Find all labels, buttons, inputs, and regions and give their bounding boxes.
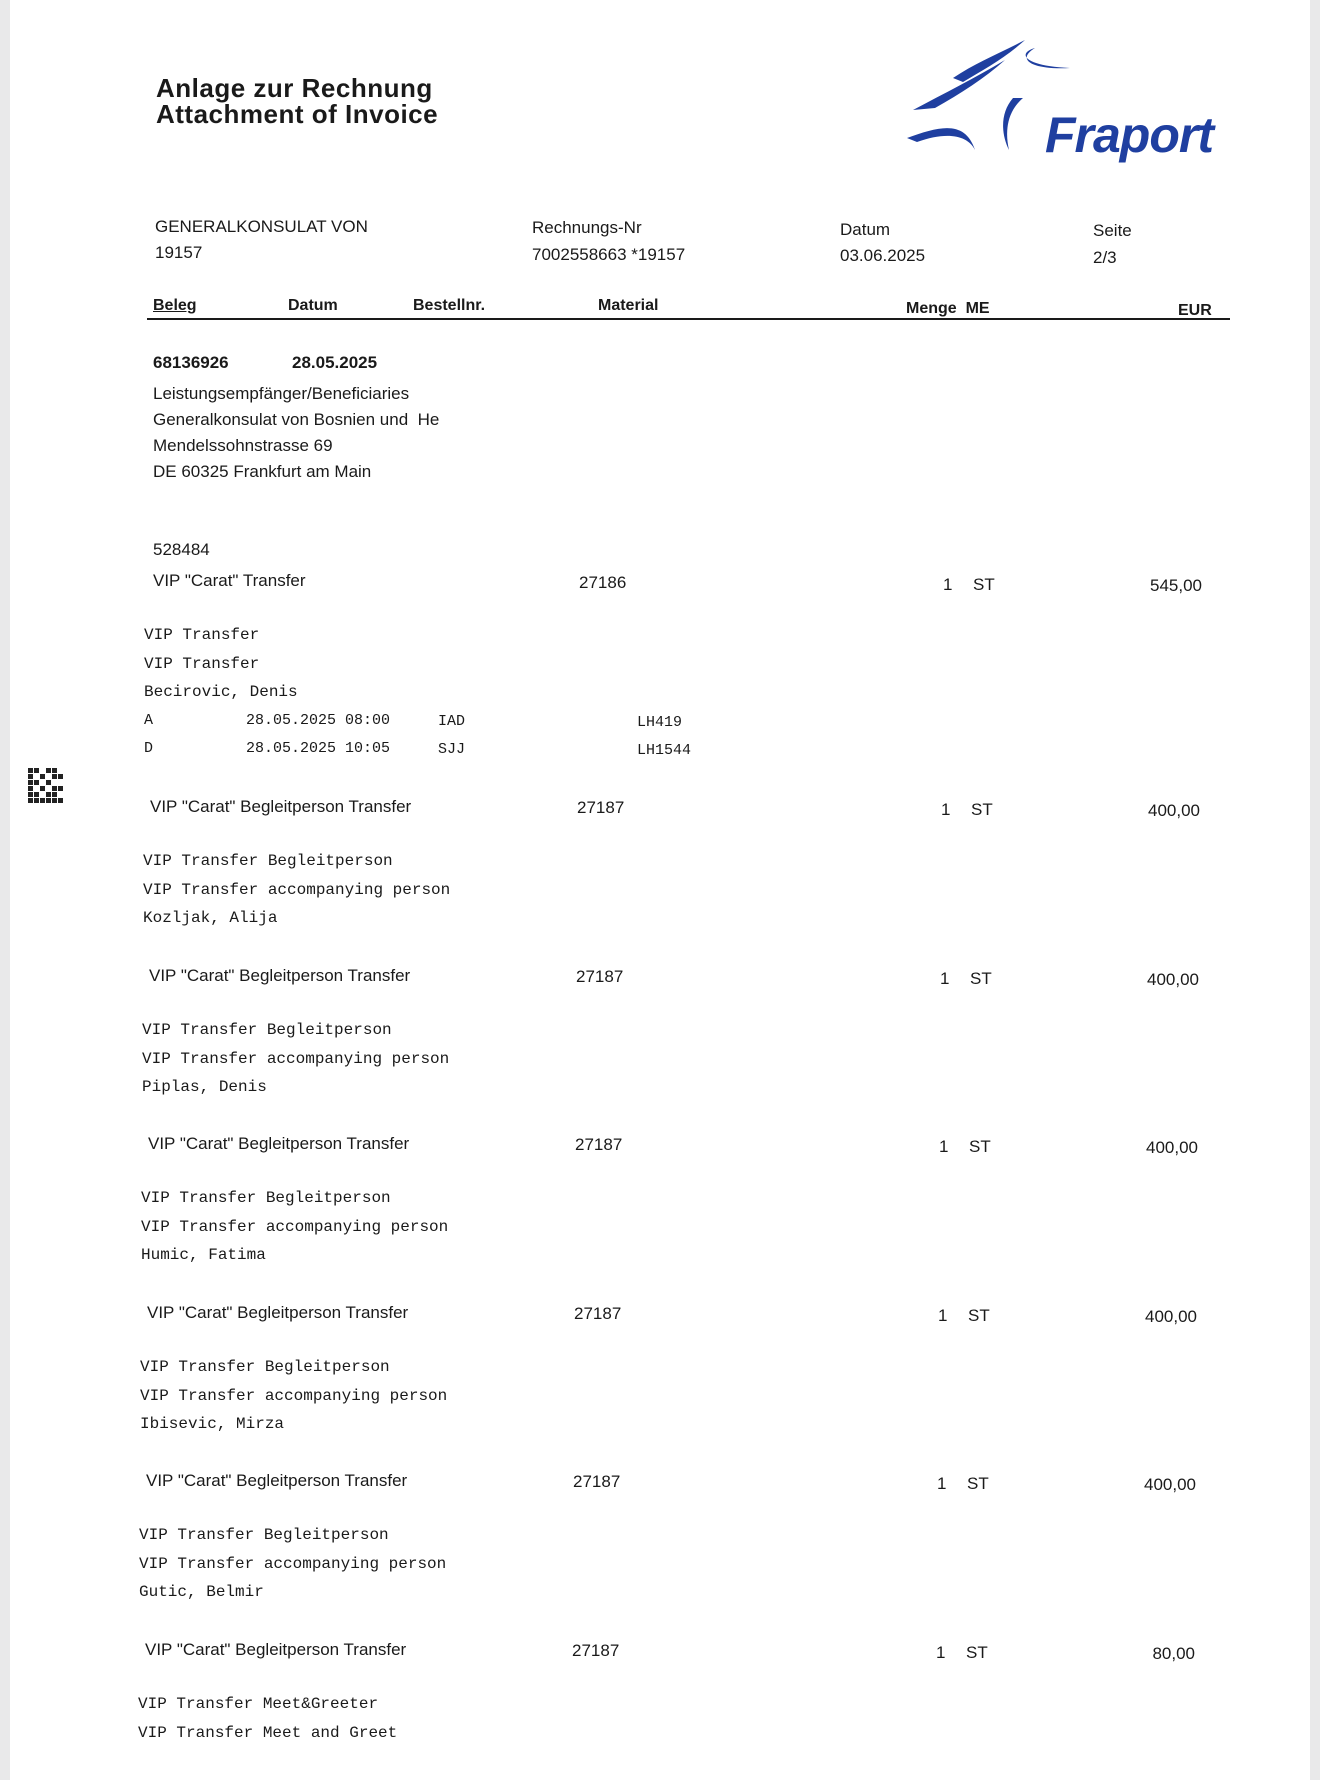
line-item-note: VIP Transfer Meet and Greet [138, 1724, 398, 1742]
line-item-note: VIP Transfer accompanying person [142, 1050, 450, 1068]
line-item-amount: 400,00 [1147, 970, 1199, 989]
column-material: Material [598, 297, 659, 314]
line-item-description: VIP "Carat" Begleitperson Transfer [148, 1134, 410, 1153]
page-label: Seite [1093, 221, 1132, 240]
page-number: 2/3 [1093, 248, 1117, 267]
datamatrix-code-icon [28, 768, 62, 802]
flight-direction: A [144, 712, 154, 729]
line-item-note: VIP Transfer accompanying person [143, 881, 451, 899]
line-item-unit: ST [970, 969, 992, 988]
column-menge-me: Menge ME [906, 300, 990, 317]
beneficiary-city: DE 60325 Frankfurt am Main [153, 462, 372, 481]
flight-direction: D [144, 740, 154, 757]
title-line-1: Anlage zur Rechnung [156, 73, 433, 103]
invoice-number: 7002558663 *19157 [532, 245, 686, 264]
line-item-unit: ST [966, 1643, 988, 1662]
invoice-number-label: Rechnungs-Nr [532, 218, 642, 237]
line-item-material: 27187 [572, 1641, 620, 1660]
line-item-amount: 400,00 [1145, 1307, 1197, 1326]
line-item-quantity: 1 [936, 1643, 946, 1662]
passenger-name: Ibisevic, Mirza [140, 1415, 285, 1433]
line-item-note: VIP Transfer accompanying person [141, 1218, 449, 1236]
passenger-name: Becirovic, Denis [144, 683, 298, 701]
fraport-logo [905, 38, 1225, 168]
line-item-material: 27187 [574, 1304, 622, 1323]
line-item-quantity: 1 [938, 1306, 948, 1325]
logo-text: Fraport [1045, 107, 1213, 163]
line-item-unit: ST [971, 800, 993, 819]
line-item-quantity: 1 [940, 969, 950, 988]
line-item-quantity: 1 [943, 575, 953, 594]
line-item-unit: ST [969, 1137, 991, 1156]
line-item-quantity: 1 [939, 1137, 949, 1156]
line-item-description: VIP "Carat" Transfer [153, 571, 306, 590]
line-item-material: 27187 [577, 798, 625, 817]
customer-number: 19157 [155, 243, 203, 262]
column-beleg: Beleg [153, 297, 197, 314]
line-item-note: VIP Transfer [144, 655, 260, 673]
line-item-unit: ST [968, 1306, 990, 1325]
reference-number: 528484 [153, 540, 210, 559]
column-eur: EUR [1178, 302, 1212, 319]
line-item-note: VIP Transfer Begleitperson [143, 852, 393, 870]
line-item-amount: 400,00 [1144, 1475, 1196, 1494]
passenger-name: Gutic, Belmir [139, 1583, 264, 1601]
invoice-date: 03.06.2025 [840, 246, 926, 265]
invoice-page [10, 0, 1310, 1780]
line-item-description: VIP "Carat" Begleitperson Transfer [147, 1303, 409, 1322]
beneficiary-name: Generalkonsulat von Bosnien und He [153, 410, 440, 429]
passenger-name: Piplas, Denis [142, 1078, 267, 1096]
line-item-description: VIP "Carat" Begleitperson Transfer [150, 797, 412, 816]
line-item-note: VIP Transfer accompanying person [139, 1555, 447, 1573]
flight-airport: IAD [438, 713, 466, 730]
document-title [156, 75, 438, 127]
line-item-unit: ST [967, 1474, 989, 1493]
flight-datetime: 28.05.2025 08:00 [246, 712, 391, 729]
line-item-description: VIP "Carat" Begleitperson Transfer [146, 1471, 408, 1490]
line-item-note: VIP Transfer Begleitperson [139, 1526, 389, 1544]
title-line-2: Attachment of Invoice [156, 99, 439, 129]
line-item-description: VIP "Carat" Begleitperson Transfer [149, 966, 411, 985]
line-item-note: VIP Transfer Begleitperson [142, 1021, 392, 1039]
line-item-amount: 400,00 [1146, 1138, 1198, 1157]
line-item-material: 27186 [579, 573, 627, 592]
document-date: 28.05.2025 [292, 353, 378, 372]
line-item-note: VIP Transfer Meet&Greeter [138, 1695, 379, 1713]
line-item-quantity: 1 [937, 1474, 947, 1493]
header-rule [147, 318, 1230, 320]
line-item-note: VIP Transfer Begleitperson [141, 1189, 391, 1207]
date-label: Datum [840, 220, 891, 239]
flight-number: LH419 [637, 714, 683, 731]
beneficiary-label: Leistungsempfänger/Beneficiaries [153, 384, 410, 403]
flight-datetime: 28.05.2025 10:05 [246, 740, 391, 757]
flight-number: LH1544 [637, 742, 692, 759]
column-bestellnr: Bestellnr. [413, 297, 486, 314]
flight-airport: SJJ [438, 741, 466, 758]
line-item-quantity: 1 [941, 800, 951, 819]
line-item-amount: 80,00 [1152, 1644, 1195, 1663]
customer-label: GENERALKONSULAT VON [155, 217, 368, 236]
passenger-name: Humic, Fatima [141, 1246, 266, 1264]
line-item-unit: ST [973, 575, 995, 594]
line-item-description: VIP "Carat" Begleitperson Transfer [145, 1640, 407, 1659]
line-item-note: VIP Transfer accompanying person [140, 1387, 448, 1405]
line-item-amount: 400,00 [1148, 801, 1200, 820]
line-item-note: VIP Transfer Begleitperson [140, 1358, 390, 1376]
line-item-material: 27187 [576, 967, 624, 986]
line-item-material: 27187 [573, 1472, 621, 1491]
beneficiary-street: Mendelssohnstrasse 69 [153, 436, 333, 455]
line-item-note: VIP Transfer [144, 626, 260, 644]
line-item-amount: 545,00 [1150, 576, 1202, 595]
document-number: 68136926 [153, 353, 229, 372]
line-item-material: 27187 [575, 1135, 623, 1154]
passenger-name: Kozljak, Alija [143, 909, 278, 927]
column-datum: Datum [288, 297, 338, 314]
